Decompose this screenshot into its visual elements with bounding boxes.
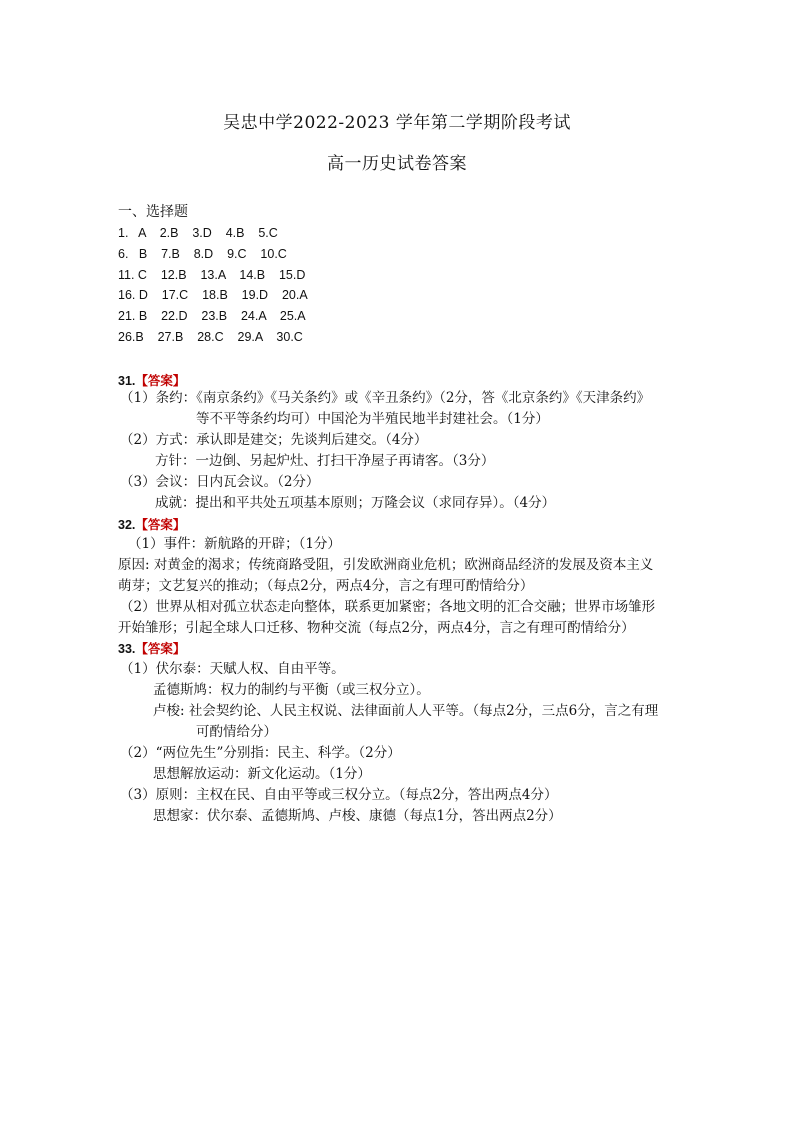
section-heading-choice: 一、选择题 <box>118 204 188 220</box>
answer-line: 孟德斯鸠：权力的制约与平衡（或三权分立）。 <box>153 682 430 698</box>
question-number: 31. <box>118 374 136 388</box>
answer-line: （1）事件：新航路的开辟；（1分） <box>128 536 341 552</box>
answer-tag: 【答案】 <box>135 641 186 656</box>
answer-line: 开始雏形；引起全球人口迁移、物种交流（每点2分，两点4分，言之有理可酌情给分） <box>118 620 635 636</box>
answer-line: （1）条约：《南京条约》《马关条约》或《辛丑条约》（2分，答《北京条约》《天津条约》 <box>120 390 651 406</box>
answer-line: 思想解放运动：新文化运动。（1分） <box>153 766 371 782</box>
answer-tag: 【答案】 <box>135 373 186 388</box>
choice-answers <box>118 223 308 348</box>
answer-line: 原因: 对黄金的渴求；传统商路受阻，引发欧洲商业危机；欧洲商品经济的发展及资本主义 <box>118 557 654 573</box>
answer-line: 思想家：伏尔泰、孟德斯鸠、卢梭、康德（每点1分，答出两点2分） <box>153 808 562 824</box>
answer-line: 等不平等条约均可）中国沦为半殖民地半封建社会。（1分） <box>196 411 549 427</box>
exam-title: 吴忠中学2022-2023 学年第二学期阶段考试 <box>223 113 571 133</box>
choice-row: 26.B 27.B 28.C 29.A 30.C <box>118 329 303 344</box>
question-number: 33. <box>118 642 136 656</box>
answer-tag: 【答案】 <box>135 517 186 532</box>
question-32-header <box>118 515 185 533</box>
question-31-header <box>118 371 185 389</box>
choice-row: 21. B 22.D 23.B 24.A 25.A <box>118 309 306 324</box>
choice-row: 11. C 12.B 13.A 14.B 15.D <box>118 267 306 282</box>
answer-line: （2）方式：承认即是建交；先谈判后建交。（4分） <box>120 432 428 448</box>
answer-line: （3）会议：日内瓦会议。（2分） <box>120 474 320 490</box>
question-number: 32. <box>118 518 136 532</box>
choice-row: 6. B 7.B 8.D 9.C 10.C <box>118 246 287 261</box>
answer-line: （2）“两位先生”分别指：民主、科学。（2分） <box>120 745 401 761</box>
answer-line: 卢梭: 社会契约论、人民主权说、法律面前人人平等。（每点2分，三点6分，言之有理 <box>153 703 659 719</box>
exam-subtitle: 高一历史试卷答案 <box>327 154 467 174</box>
answer-line: 方针：一边倒、另起炉灶、打扫干净屋子再请客。（3分） <box>155 453 495 469</box>
answer-line: 成就：提出和平共处五项基本原则；万隆会议（求同存异）。（4分） <box>155 495 556 511</box>
answer-line: 萌芽；文艺复兴的推动；（每点2分，两点4分，言之有理可酌情给分） <box>118 578 534 594</box>
choice-row: 1. A 2.B 3.D 4.B 5.C <box>118 226 278 240</box>
answer-line: （2）世界从相对孤立状态走向整体，联系更加紧密；各地文明的汇合交融；世界市场雏形 <box>120 599 656 615</box>
choice-row: 16. D 17.C 18.B 19.D 20.A <box>118 288 308 303</box>
answer-line: 可酌情给分） <box>196 724 277 740</box>
answer-line: （1）伏尔泰：天赋人权、自由平等。 <box>120 661 345 677</box>
answer-line: （3）原则：主权在民、自由平等或三权分立。（每点2分，答出两点4分） <box>120 787 558 803</box>
question-33-header <box>118 639 185 657</box>
